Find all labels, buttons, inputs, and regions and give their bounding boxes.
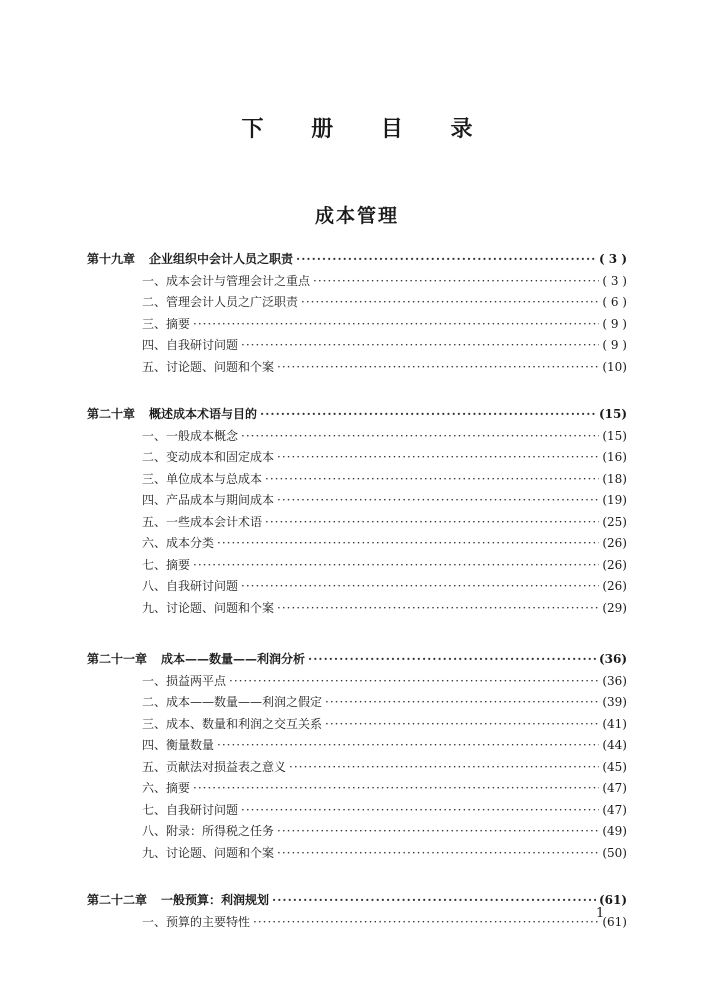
entry-label: 四、产品成本与期间成本 [142, 493, 275, 507]
toc-chapter [87, 404, 627, 619]
leader-dots [193, 778, 599, 800]
leader-dots [193, 555, 599, 577]
entry-label: 六、成本分类 [142, 536, 215, 550]
toc-chapter [87, 890, 627, 933]
leader-dots [296, 249, 596, 271]
toc-entry [87, 757, 627, 779]
leader-dots [241, 576, 599, 598]
toc-entry [87, 533, 627, 555]
toc-entry [87, 447, 627, 469]
entry-page: (10) [602, 359, 627, 374]
chapter-page: ( 3 ) [598, 252, 627, 266]
leader-dots [229, 671, 599, 693]
entry-label: 九、讨论题、问题和个案 [142, 845, 275, 860]
entry-label: 二、变动成本和固定成本 [142, 450, 275, 464]
chapter-page: (61) [598, 893, 627, 907]
leader-dots [265, 512, 599, 534]
entry-page: (18) [602, 471, 627, 486]
entry-label: 五、一些成本会计术语 [142, 514, 263, 529]
chapter-heading [87, 249, 627, 271]
leader-dots [301, 292, 599, 314]
entry-label: 一、损益两平点 [142, 673, 227, 688]
toc-entry [87, 490, 627, 512]
leader-dots [325, 714, 599, 736]
toc-entry [87, 598, 627, 620]
entry-page: (26) [602, 536, 627, 550]
chapter-heading [87, 404, 627, 426]
leader-dots [277, 821, 599, 843]
toc-entry [87, 912, 627, 934]
leader-dots [277, 598, 599, 620]
entry-label: 三、成本、数量和利润之交互关系 [142, 716, 323, 731]
toc-entry [87, 357, 627, 379]
entry-page: (16) [602, 450, 627, 464]
toc-chapter [87, 649, 627, 864]
leader-dots [277, 843, 599, 865]
chapter-number: 第十九章 [87, 252, 136, 266]
leader-dots [308, 649, 596, 671]
entry-page: ( 9 ) [602, 316, 627, 331]
entry-page: (47) [602, 781, 627, 795]
entry-label: 四、衡量数量 [142, 738, 215, 752]
entry-label: 五、讨论题、问题和个案 [142, 359, 275, 374]
entry-page: (47) [602, 802, 627, 817]
entry-page: ( 6 ) [602, 295, 627, 309]
toc-entry [87, 843, 627, 865]
chapter-title: 成本——数量——利润分析 [161, 652, 306, 666]
entry-page: ( 9 ) [602, 338, 627, 352]
leader-dots [289, 757, 599, 779]
toc-entry [87, 271, 627, 293]
entry-label: 六、摘要 [142, 781, 191, 795]
toc-entry [87, 555, 627, 577]
chapter-page: (36) [598, 652, 627, 666]
page-title: 下 册 目 录 [241, 116, 493, 142]
chapter-heading [87, 649, 627, 671]
chapter-title: 企业组织中会计人员之职责 [149, 252, 294, 266]
toc-entry [87, 800, 627, 822]
leader-dots [241, 335, 599, 357]
leader-dots [325, 692, 599, 714]
entry-page: (29) [602, 600, 627, 615]
entry-page: (61) [602, 914, 627, 929]
entry-label: 七、摘要 [142, 557, 191, 572]
chapter-heading [87, 890, 627, 912]
toc-entry [87, 671, 627, 693]
toc-entry [87, 778, 627, 800]
toc-entry [87, 692, 627, 714]
entry-page: (25) [602, 514, 627, 529]
entry-label: 二、管理会计人员之广泛职责 [142, 295, 299, 309]
entry-page: ( 3 ) [602, 273, 627, 288]
toc-entry [87, 335, 627, 357]
page-number: 1 [596, 906, 605, 921]
entry-page: (49) [602, 824, 627, 838]
entry-page: (26) [602, 557, 627, 572]
entry-page: (36) [602, 673, 627, 688]
leader-dots [193, 314, 599, 336]
toc-entry [87, 735, 627, 757]
entry-page: (45) [602, 759, 627, 774]
chapter-title: 概述成本术语与目的 [149, 407, 258, 421]
entry-label: 七、自我研讨问题 [142, 802, 239, 817]
toc-entry [87, 714, 627, 736]
leader-dots [253, 912, 599, 934]
toc-entry [87, 292, 627, 314]
entry-page: (19) [602, 493, 627, 507]
entry-label: 八、自我研讨问题 [142, 579, 239, 593]
toc-chapter [87, 249, 627, 378]
toc-entry [87, 576, 627, 598]
entry-label: 九、讨论题、问题和个案 [142, 600, 275, 615]
leader-dots [277, 490, 599, 512]
leader-dots [217, 735, 599, 757]
leader-dots [241, 800, 599, 822]
leader-dots [313, 271, 599, 293]
leader-dots [277, 357, 599, 379]
toc-entry [87, 469, 627, 491]
leader-dots [277, 447, 599, 469]
leader-dots [217, 533, 599, 555]
entry-label: 一、一般成本概念 [142, 428, 239, 443]
chapter-number: 第二十章 [87, 407, 136, 421]
entry-page: (50) [602, 845, 627, 860]
entry-label: 一、预算的主要特性 [142, 914, 251, 929]
chapter-title: 一般预算：利润规划 [161, 893, 270, 907]
entry-label: 八、附录：所得税之任务 [142, 824, 275, 838]
toc-entry [87, 314, 627, 336]
leader-dots [265, 469, 599, 491]
entry-page: (44) [602, 738, 627, 752]
chapter-number: 第二十一章 [87, 652, 148, 666]
entry-label: 二、成本——数量——利润之假定 [142, 695, 323, 709]
chapter-number: 第二十二章 [87, 893, 148, 907]
entry-page: (15) [602, 428, 627, 443]
toc-entry [87, 512, 627, 534]
chapter-page: (15) [598, 407, 627, 421]
entry-label: 一、成本会计与管理会计之重点 [142, 273, 311, 288]
entry-label: 三、摘要 [142, 316, 191, 331]
entry-label: 三、单位成本与总成本 [142, 471, 263, 486]
leader-dots [272, 890, 596, 912]
entry-page: (26) [602, 579, 627, 593]
leader-dots [241, 426, 599, 448]
section-title: 成本管理 [314, 205, 399, 227]
leader-dots [260, 404, 596, 426]
toc-entry [87, 821, 627, 843]
entry-label: 五、贡献法对损益表之意义 [142, 759, 287, 774]
entry-page: (39) [602, 695, 627, 709]
table-of-contents [87, 249, 627, 959]
entry-label: 四、自我研讨问题 [142, 338, 239, 352]
entry-page: (41) [602, 716, 627, 731]
toc-entry [87, 426, 627, 448]
